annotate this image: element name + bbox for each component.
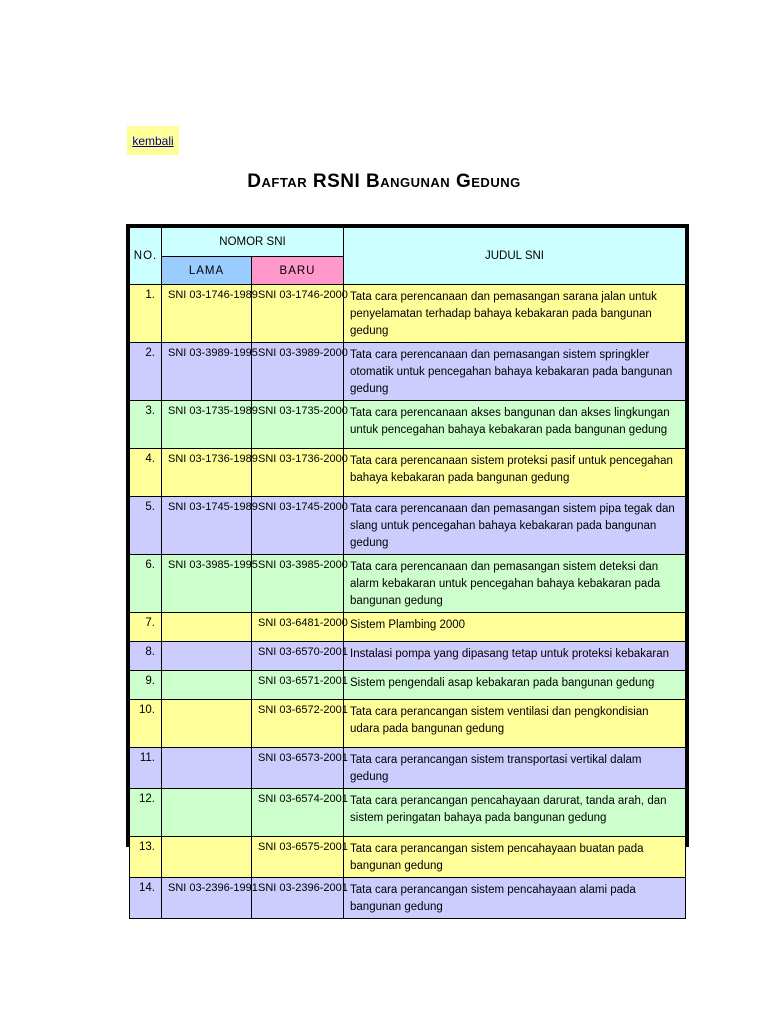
- row-number: 1.: [130, 285, 162, 343]
- sni-baru: SNI 03-1746-2000: [252, 285, 344, 343]
- header-judul-sni: JUDUL SNI: [344, 228, 686, 285]
- judul-sni: Sistem pengendali asap kebakaran pada bangunan gedung: [344, 671, 686, 700]
- row-number: 4.: [130, 449, 162, 497]
- header-baru: BARU: [252, 257, 344, 285]
- judul-sni: Tata cara perancangan sistem transportasi vertikal dalam gedung: [344, 748, 686, 789]
- sni-baru: SNI 03-1745-2000: [252, 497, 344, 555]
- table-row: [130, 837, 686, 878]
- table-body: [130, 285, 686, 919]
- sni-lama: [162, 642, 252, 671]
- table-row: [130, 748, 686, 789]
- sni-lama: SNI 03-1736-1989: [162, 449, 252, 497]
- sni-baru: SNI 03-6481-2000: [252, 613, 344, 642]
- judul-sni: Sistem Plambing 2000: [344, 613, 686, 642]
- table-row: [130, 613, 686, 642]
- table-row: [130, 343, 686, 401]
- sni-lama: SNI 03-1735-1989: [162, 401, 252, 449]
- judul-sni: Tata cara perencanaan dan pemasangan sistem springkler otomatik untuk pencegahan bahaya kebakaran pada bangunan gedung: [344, 343, 686, 401]
- sni-lama: [162, 837, 252, 878]
- sni-lama: SNI 03-2396-1991: [162, 878, 252, 919]
- row-number: 5.: [130, 497, 162, 555]
- sni-table: [129, 227, 686, 919]
- sni-baru: SNI 03-6575-2001: [252, 837, 344, 878]
- sni-baru: SNI 03-6574-2001: [252, 789, 344, 837]
- sni-lama: [162, 789, 252, 837]
- table-row: [130, 671, 686, 700]
- judul-sni: Tata cara perancangan sistem ventilasi dan pengkondisian udara pada bangunan gedung: [344, 700, 686, 748]
- sni-baru: SNI 03-6571-2001: [252, 671, 344, 700]
- judul-sni: Tata cara perencanaan akses bangunan dan akses lingkungan untuk pencegahan bahaya kebakaran pada bangunan gedung: [344, 401, 686, 449]
- table-row: [130, 555, 686, 613]
- sni-lama: SNI 03-3989-1995: [162, 343, 252, 401]
- row-number: 12.: [130, 789, 162, 837]
- judul-sni: Tata cara perancangan sistem pencahayaan alami pada bangunan gedung: [344, 878, 686, 919]
- sni-baru: SNI 03-3985-2000: [252, 555, 344, 613]
- sni-lama: SNI 03-1745-1989: [162, 497, 252, 555]
- table-row: [130, 700, 686, 748]
- table-row: [130, 449, 686, 497]
- header-nomor-sni: NOMOR SNI: [162, 228, 344, 257]
- row-number: 9.: [130, 671, 162, 700]
- row-number: 7.: [130, 613, 162, 642]
- table-row: [130, 789, 686, 837]
- row-number: 11.: [130, 748, 162, 789]
- header-lama: LAMA: [162, 257, 252, 285]
- table-row: [130, 497, 686, 555]
- sni-baru: SNI 03-2396-2001: [252, 878, 344, 919]
- sni-lama: [162, 613, 252, 642]
- sni-lama: SNI 03-3985-1995: [162, 555, 252, 613]
- row-number: 3.: [130, 401, 162, 449]
- sni-lama: SNI 03-1746-1989: [162, 285, 252, 343]
- table-row: [130, 401, 686, 449]
- header-no: NO.: [130, 228, 162, 285]
- judul-sni: Tata cara perencanaan dan pemasangan sarana jalan untuk penyelamatan terhadap bahaya kebakaran pada bangunan gedung: [344, 285, 686, 343]
- sni-baru: SNI 03-6572-2001: [252, 700, 344, 748]
- row-number: 13.: [130, 837, 162, 878]
- judul-sni: Tata cara perencanaan dan pemasangan sistem deteksi dan alarm kebakaran untuk pencegahan bahaya kebakaran pada bangunan gedung: [344, 555, 686, 613]
- row-number: 10.: [130, 700, 162, 748]
- sni-baru: SNI 03-1736-2000: [252, 449, 344, 497]
- back-link[interactable]: kembali: [127, 126, 179, 155]
- sni-lama: [162, 671, 252, 700]
- judul-sni: Tata cara perancangan pencahayaan darurat, tanda arah, dan sistem peringatan bahaya pada bangunan gedung: [344, 789, 686, 837]
- judul-sni: Tata cara perencanaan sistem proteksi pasif untuk pencegahan bahaya kebakaran pada bangunan gedung: [344, 449, 686, 497]
- table-row: [130, 878, 686, 919]
- sni-baru: SNI 03-1735-2000: [252, 401, 344, 449]
- sni-lama: [162, 700, 252, 748]
- row-number: 8.: [130, 642, 162, 671]
- sni-baru: SNI 03-6573-2001: [252, 748, 344, 789]
- sni-table-container: [126, 224, 689, 913]
- row-number: 6.: [130, 555, 162, 613]
- table-row: [130, 285, 686, 343]
- judul-sni: Tata cara perancangan sistem pencahayaan buatan pada bangunan gedung: [344, 837, 686, 878]
- sni-lama: [162, 748, 252, 789]
- sni-baru: SNI 03-3989-2000: [252, 343, 344, 401]
- table-row: [130, 642, 686, 671]
- page-title: Daftar RSNI Bangunan Gedung: [247, 171, 521, 192]
- sni-baru: SNI 03-6570-2001: [252, 642, 344, 671]
- row-number: 2.: [130, 343, 162, 401]
- row-number: 14.: [130, 878, 162, 919]
- judul-sni: Tata cara perencanaan dan pemasangan sistem pipa tegak dan slang untuk pencegahan bahaya kebakaran pada bangunan gedung: [344, 497, 686, 555]
- judul-sni: Instalasi pompa yang dipasang tetap untuk proteksi kebakaran: [344, 642, 686, 671]
